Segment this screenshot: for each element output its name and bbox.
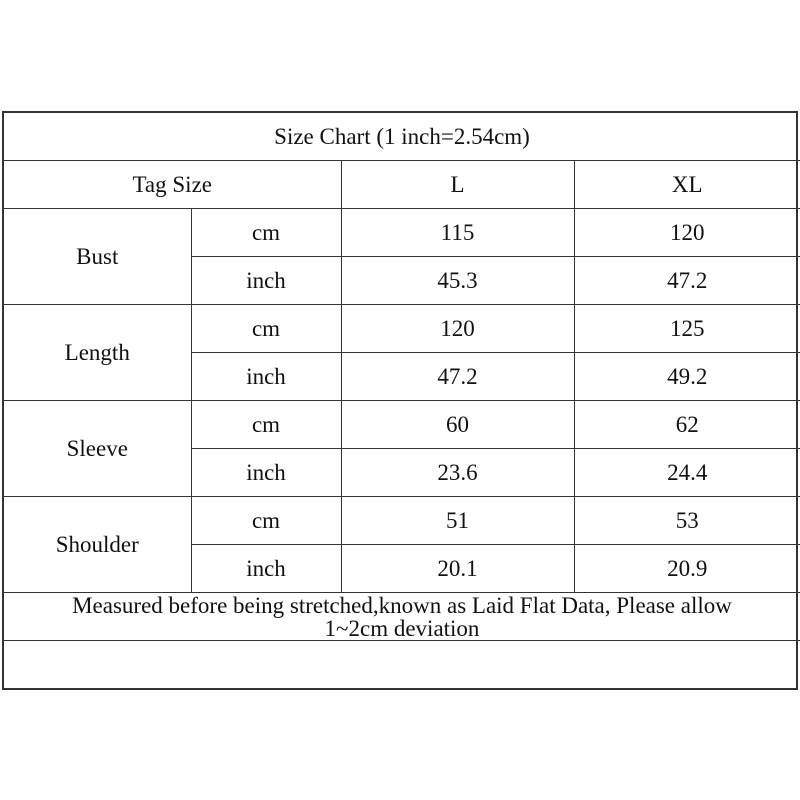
unit-cell: inch — [191, 257, 341, 305]
header-row — [4, 161, 800, 209]
value-cell: 62 — [574, 401, 800, 449]
unit-cell: inch — [191, 353, 341, 401]
unit-cell: inch — [191, 545, 341, 593]
chart-title: Size Chart (1 inch=2.54cm) — [4, 113, 800, 161]
unit-cell: cm — [191, 209, 341, 257]
size-chart — [2, 111, 798, 690]
unit-cell: inch — [191, 449, 341, 497]
size-table — [4, 113, 800, 641]
measurement-note — [4, 593, 800, 641]
note-line-2: 1~2cm deviation — [324, 615, 480, 641]
unit-cell: cm — [191, 401, 341, 449]
value-cell: 47.2 — [341, 353, 574, 401]
measurement-name-shoulder: Shoulder — [4, 497, 191, 593]
value-cell: 51 — [341, 497, 574, 545]
measurement-name-bust: Bust — [4, 209, 191, 305]
value-cell: 125 — [574, 305, 800, 353]
measurement-name-sleeve: Sleeve — [4, 401, 191, 497]
value-cell: 24.4 — [574, 449, 800, 497]
value-cell: 115 — [341, 209, 574, 257]
value-cell: 53 — [574, 497, 800, 545]
value-cell: 47.2 — [574, 257, 800, 305]
table-row — [4, 497, 800, 545]
value-cell: 60 — [341, 401, 574, 449]
size-header-xl: XL — [574, 161, 800, 209]
measurement-name-length: Length — [4, 305, 191, 401]
table-row — [4, 401, 800, 449]
value-cell: 23.6 — [341, 449, 574, 497]
value-cell: 120 — [341, 305, 574, 353]
value-cell: 45.3 — [341, 257, 574, 305]
table-row — [4, 209, 800, 257]
note-line-1: Measured before being stretched,known as Laid Flat Data, Please allow — [72, 592, 732, 618]
value-cell: 20.9 — [574, 545, 800, 593]
table-row — [4, 305, 800, 353]
unit-cell: cm — [191, 305, 341, 353]
value-cell: 20.1 — [341, 545, 574, 593]
unit-cell: cm — [191, 497, 341, 545]
size-header-l: L — [341, 161, 574, 209]
note-row — [4, 593, 800, 641]
tag-size-header: Tag Size — [4, 161, 341, 209]
title-row — [4, 113, 800, 161]
value-cell: 120 — [574, 209, 800, 257]
value-cell: 49.2 — [574, 353, 800, 401]
